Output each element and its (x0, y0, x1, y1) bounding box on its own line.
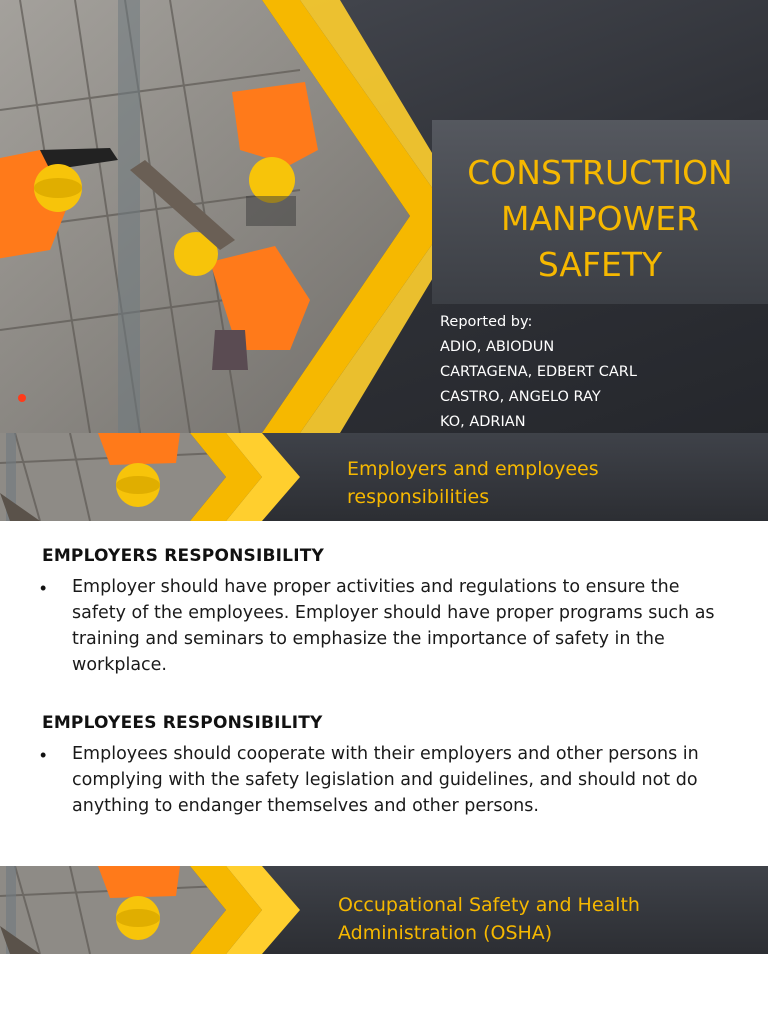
title-slide (0, 0, 768, 433)
title-box (432, 120, 768, 304)
title-line-2: MANPOWER (500, 199, 700, 238)
subtitle-line-1: Occupational Safety and Health (338, 894, 640, 916)
reporters-block (440, 310, 760, 433)
subtitle-line-2: Administration (OSHA) (338, 922, 553, 944)
reporter-name: CASTRO, ANGELO RAY (440, 389, 601, 405)
paragraph-line: workplace. (72, 655, 167, 675)
construction-workers-photo (0, 0, 480, 433)
bullet-icon: • (40, 578, 47, 598)
section-subtitle (347, 455, 599, 511)
section-subtitle (338, 891, 640, 947)
paragraph-line: anything to endanger themselves and other persons. (72, 796, 539, 816)
reported-by-label: Reported by: (440, 314, 533, 330)
construction-workers-photo (0, 433, 320, 521)
reporter-name: KO, ADRIAN (440, 414, 526, 430)
paragraph-line: complying with the safety legislation and guidelines, and should not do (72, 770, 698, 790)
title-line-1: CONSTRUCTION (467, 153, 733, 192)
paragraph-line: Employees should cooperate with their employers and other persons in (72, 744, 699, 764)
section-header-slide (0, 433, 768, 521)
employees-heading: EMPLOYEES RESPONSIBILITY (42, 713, 323, 733)
reporter-name: CARTAGENA, EDBERT CARL (440, 364, 637, 380)
construction-workers-photo (0, 866, 320, 954)
subtitle-line-1: Employers and employees (347, 458, 599, 480)
employees-paragraph (72, 741, 722, 819)
paragraph-line: Employer should have proper activities and regulations to ensure the (72, 577, 680, 597)
section-header-slide (0, 866, 768, 954)
subtitle-line-2: responsibilities (347, 486, 490, 508)
bullet-icon: • (40, 745, 47, 765)
reporter-name: ADIO, ABIODUN (440, 339, 555, 355)
employers-heading: EMPLOYERS RESPONSIBILITY (42, 546, 325, 566)
presentation-title (432, 150, 768, 288)
paragraph-line: safety of the employees. Employer should have proper programs such as (72, 603, 715, 623)
employers-paragraph (72, 574, 722, 678)
title-line-3: SAFETY (537, 245, 663, 284)
paragraph-line: training and seminars to emphasize the importance of safety in the (72, 629, 665, 649)
